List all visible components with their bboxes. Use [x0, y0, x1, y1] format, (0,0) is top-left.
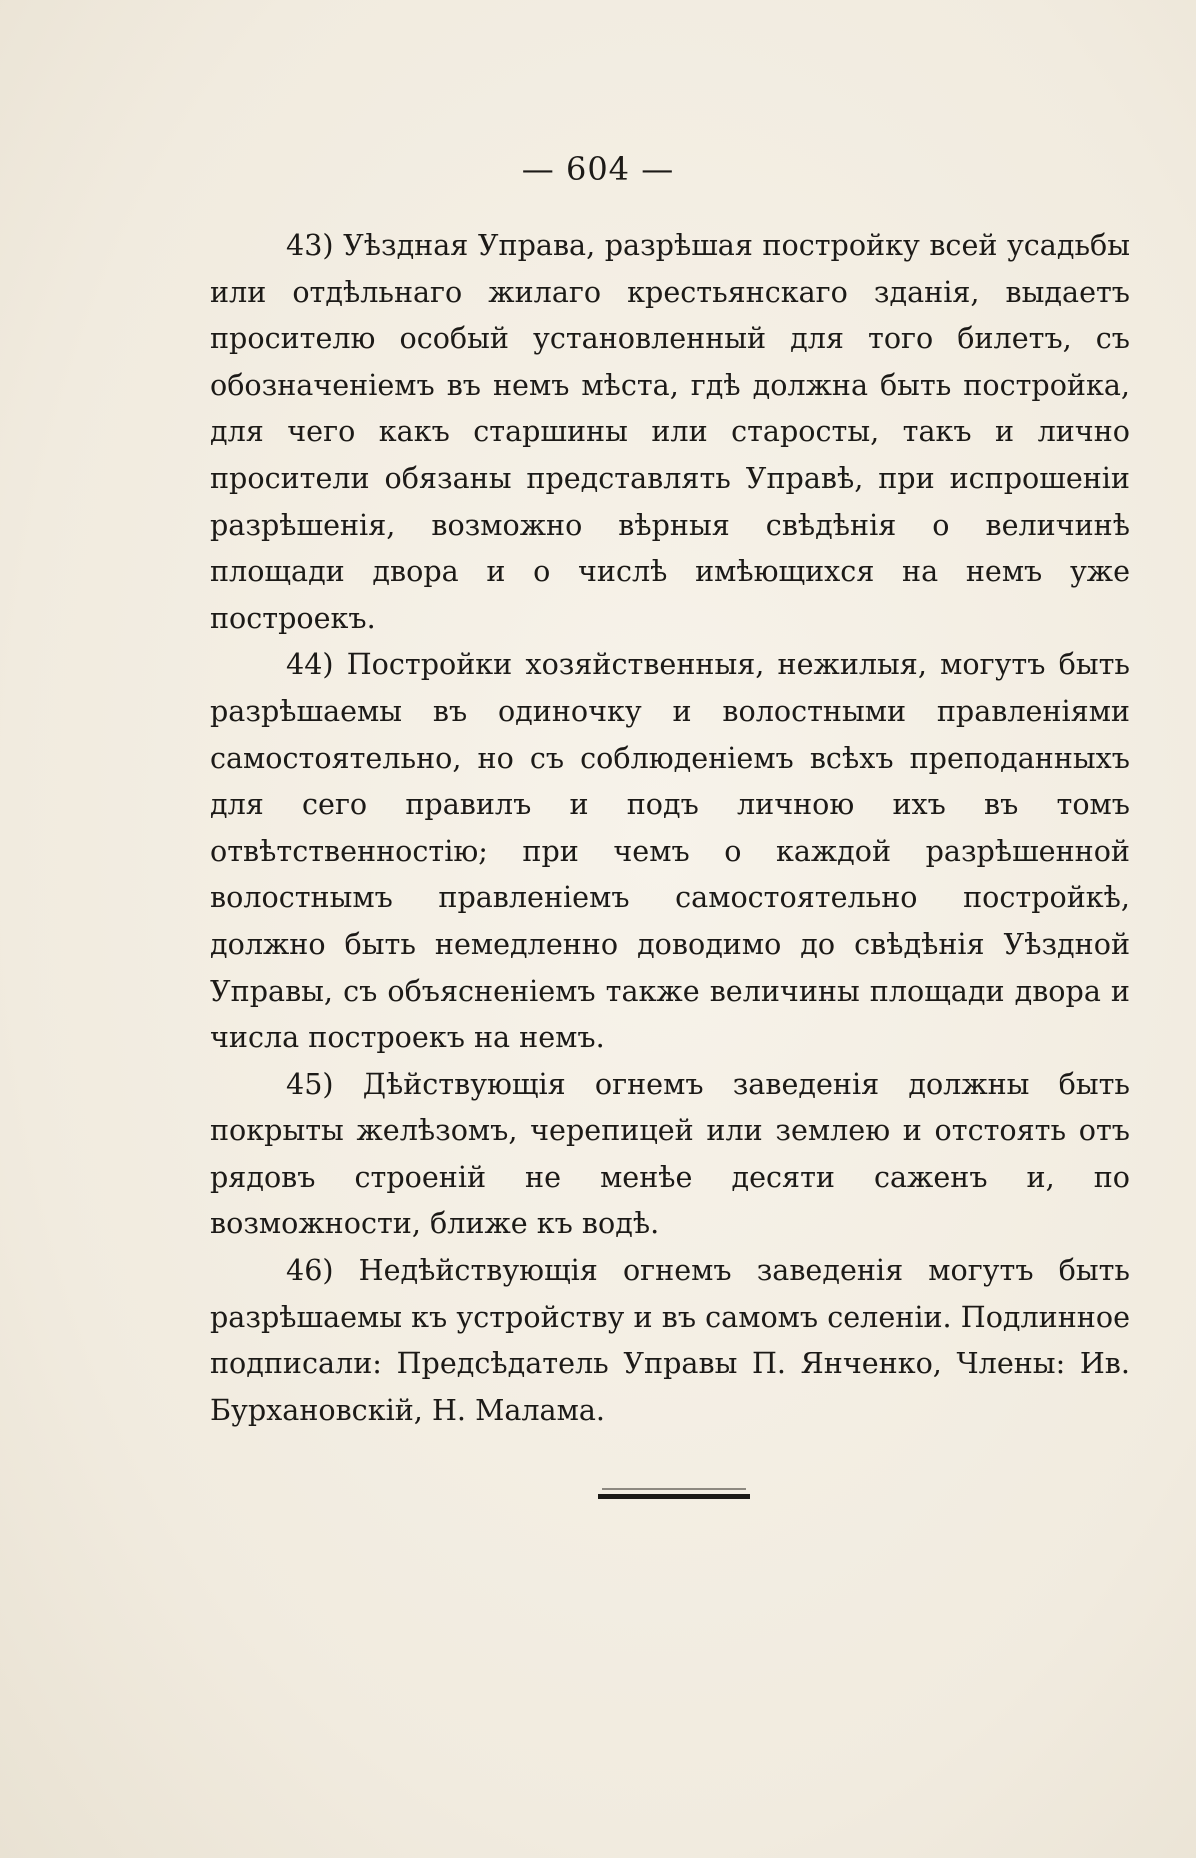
- end-rule: [598, 1494, 750, 1499]
- paragraph-46: 46) Недѣйствующія огнемъ заведенія могутъ быть разрѣшаемы къ устройству и въ самомъ селеніи. Подлинное подписали: Предсѣдатель Управы П. Янченко, Члены: Ив. Бурхановскій, Н. Малама.: [210, 1253, 1130, 1427]
- end-rule-thin: [602, 1488, 746, 1490]
- paragraph-43: 43) Уѣздная Управа, разрѣшая постройку всей усадьбы или отдѣльнаго жилаго крестьянскаго зданія, выдаетъ просителю особый установленный для того билетъ, съ обозначеніемъ въ немъ мѣста, гдѣ должна быть постройка, для чего какъ старшины или старосты, такъ и лично просители обязаны представлять Управѣ, при испрошеніи разрѣшенія, возможно вѣрныя свѣдѣнія о величинѣ площади двора и о числѣ имѣющихся на немъ уже построекъ.: [210, 228, 1130, 635]
- page-body: [210, 222, 1130, 1433]
- paragraph-44: 44) Постройки хозяйственныя, нежилыя, могутъ быть разрѣшаемы въ одиночку и волостными правленіями самостоятельно, но съ соблюденіемъ всѣхъ преподанныхъ для сего правилъ и подъ личною ихъ въ томъ отвѣтственностію; при чемъ о каждой разрѣшенной волостнымъ правленіемъ самостоятельно постройкѣ, должно быть немедленно доводимо до свѣдѣнія Уѣздной Управы, съ объясненіемъ также величины площади двора и числа построекъ на немъ.: [210, 647, 1130, 1055]
- paragraph-45: 45) Дѣйствующія огнемъ заведенія должны быть покрыты желѣзомъ, черепицей или землею и отстоять отъ рядовъ строеній не менѣе десяти саженъ и, по возможности, ближе къ водѣ.: [210, 1066, 1130, 1241]
- page-number: — 604 —: [521, 150, 675, 188]
